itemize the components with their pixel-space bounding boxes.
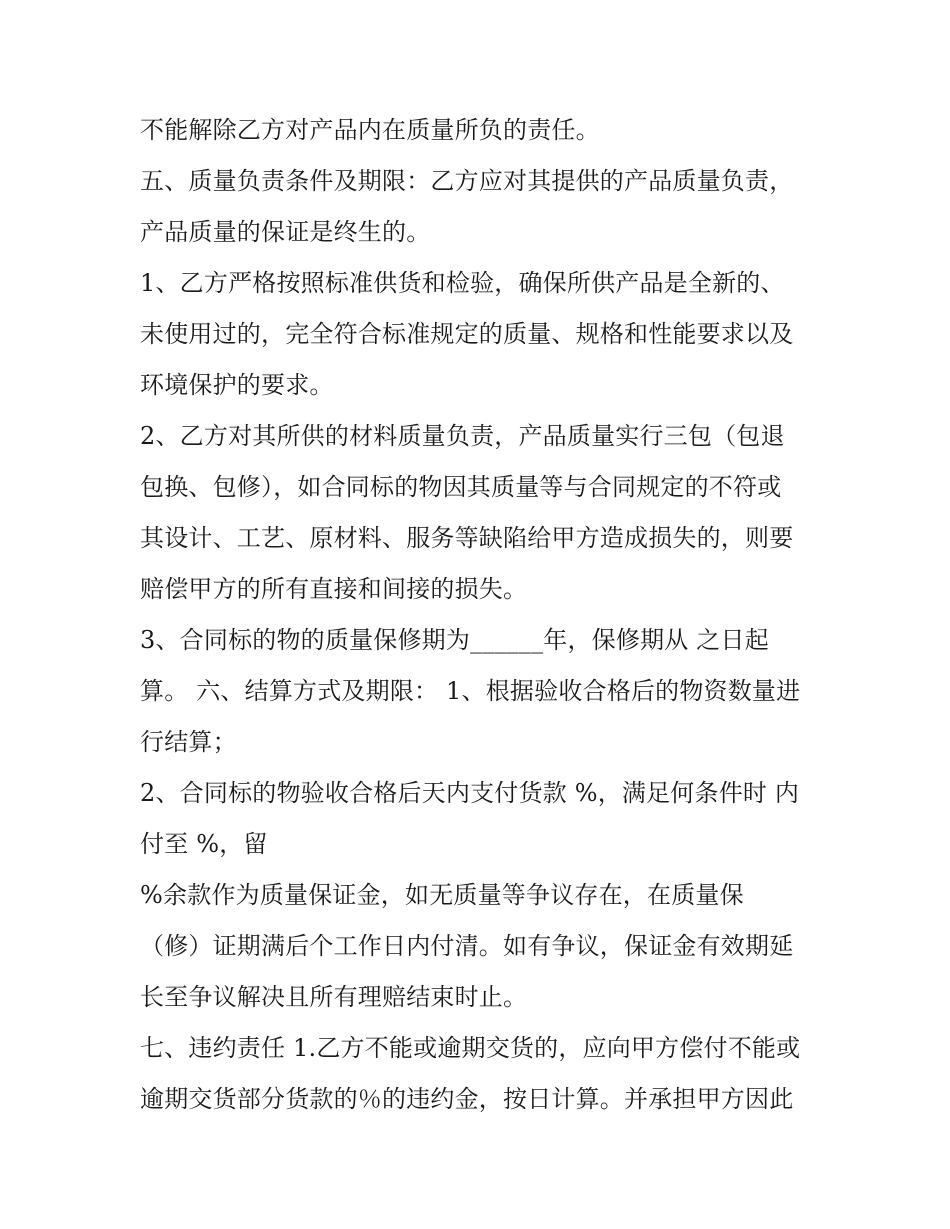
text-line: 2、乙方对其所供的材料质量负责，产品质量实行三包（包退 — [140, 422, 785, 450]
text-line: 环境保护的要求。 — [140, 371, 334, 399]
text-line: 其设计、工艺、原材料、服务等缺陷给甲方造成损失的，则要 — [140, 524, 794, 552]
text-line: 行结算； — [140, 728, 237, 756]
text-line: 不能解除乙方对产品内在质量所负的责任。 — [140, 116, 600, 144]
text-line: 长至争议解决且所有理赔结束时止。 — [140, 983, 528, 1011]
text-line: 五、质量负责条件及期限：乙方应对其提供的产品质量负责， — [140, 167, 794, 195]
text-line: 包换、包修），如合同标的物因其质量等与合同规定的不符或 — [140, 473, 782, 501]
text-line: 1、乙方严格按照标准供货和检验，确保所供产品是全新的、 — [140, 269, 785, 297]
text-line: 付至 %，留 — [140, 830, 268, 858]
text-line: 算。 六、结算方式及期限： 1、根据验收合格后的物资数量进 — [140, 677, 801, 705]
text-line: 产品质量的保证是终生的。 — [140, 218, 431, 246]
text-line: 3、合同标的物的质量保修期为______年，保修期从 之日起 — [140, 626, 769, 654]
text-line: %余款作为质量保证金，如无质量等争议存在，在质量保 — [140, 881, 744, 909]
document-body — [140, 110, 830, 1130]
text-line: （修）证期满后个工作日内付清。如有争议，保证金有效期延 — [140, 932, 794, 960]
text-line: 未使用过的，完全符合标准规定的质量、规格和性能要求以及 — [140, 320, 794, 348]
text-line: 赔偿甲方的所有直接和间接的损失。 — [140, 575, 528, 603]
text-line: 2、合同标的物验收合格后天内支付货款 %，满足何条件时 内 — [140, 779, 800, 807]
text-line: 逾期交货部分货款的％的违约金，按日计算。并承担甲方因此 — [140, 1085, 794, 1113]
text-line: 七、违约责任 1.乙方不能或逾期交货的，应向甲方偿付不能或 — [140, 1034, 801, 1062]
